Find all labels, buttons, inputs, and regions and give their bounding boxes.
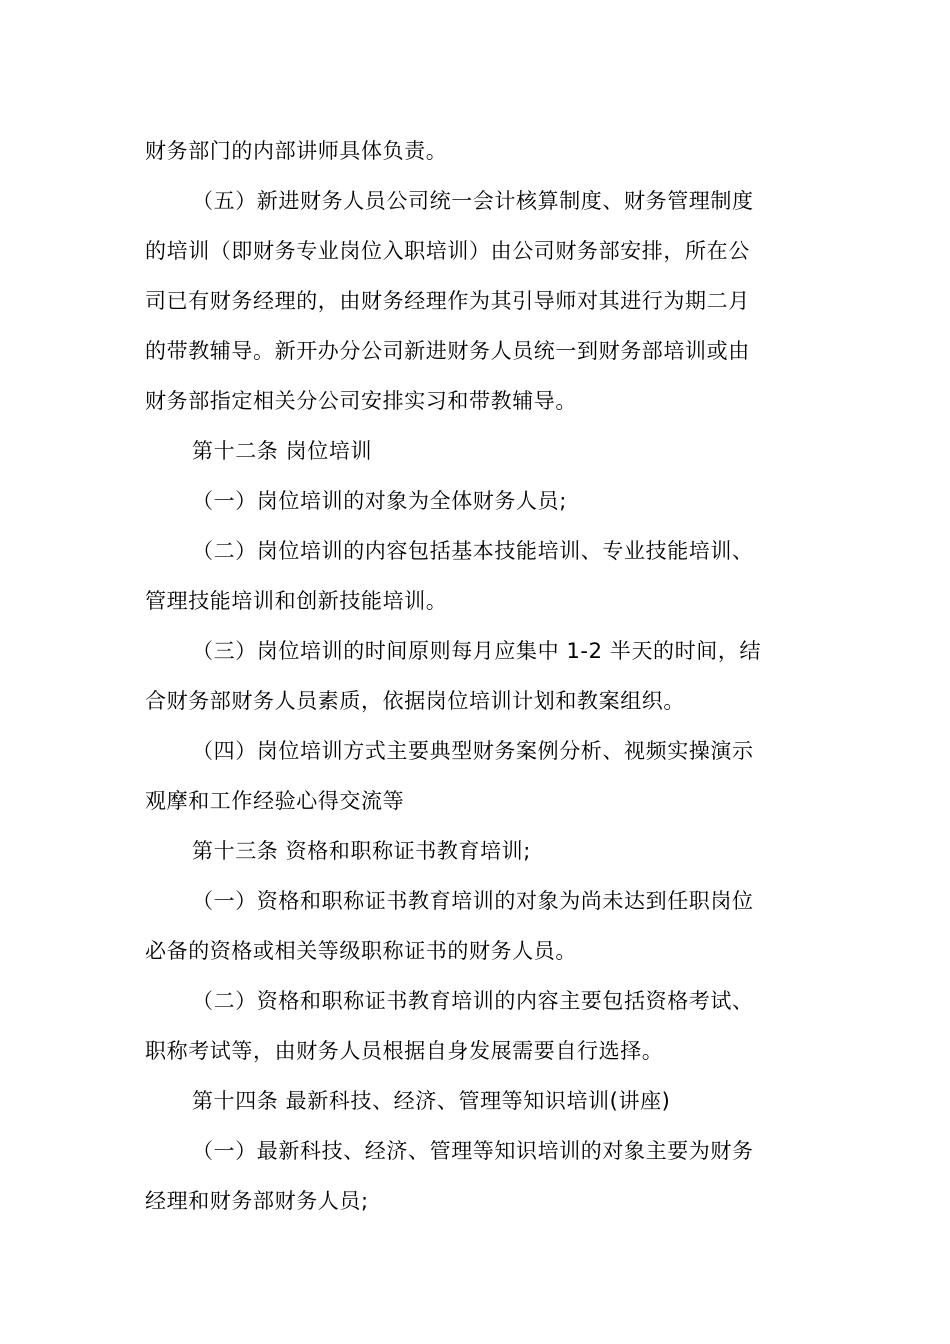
article-heading: 第十三条 资格和职称证书教育培训;	[192, 839, 531, 863]
paragraph-line: （一）最新科技、经济、管理等知识培训的对象主要为财务	[192, 1139, 754, 1163]
paragraph-line: （二）岗位培训的内容包括基本技能培训、专业技能培训、	[192, 539, 754, 563]
paragraph-line: （五）新进财务人员公司统一会计核算制度、财务管理制度	[192, 189, 754, 213]
paragraph-line: 司已有财务经理的，由财务经理作为其引导师对其进行为期二月	[145, 289, 750, 313]
paragraph-line: 的带教辅导。新开办分公司新进财务人员统一到财务部培训或由	[145, 339, 750, 363]
paragraph-line: （二）资格和职称证书教育培训的内容主要包括资格考试、	[192, 989, 754, 1013]
paragraph-line: 财务部门的内部讲师具体负责。	[145, 139, 448, 163]
article-heading: 第十二条 岗位培训	[192, 439, 373, 463]
paragraph-line: （一）岗位培训的对象为全体财务人员;	[192, 489, 567, 513]
paragraph-line: （四）岗位培训方式主要典型财务案例分析、视频实操演示	[192, 739, 754, 763]
paragraph-line: 管理技能培训和创新技能培训。	[145, 589, 448, 613]
paragraph-line: （一）资格和职称证书教育培训的对象为尚未达到任职岗位	[192, 889, 754, 913]
paragraph-line: 合财务部财务人员素质，依据岗位培训计划和教案组织。	[145, 689, 685, 713]
article-heading: 第十四条 最新科技、经济、管理等知识培训(讲座)	[192, 1089, 671, 1113]
paragraph-line: 职称考试等，由财务人员根据自身发展需要自行选择。	[145, 1039, 664, 1063]
paragraph-line: 的培训（即财务专业岗位入职培训）由公司财务部安排，所在公	[145, 239, 750, 263]
paragraph-line: 必备的资格或相关等级职称证书的财务人员。	[145, 939, 577, 963]
paragraph-line: （三）岗位培训的时间原则每月应集中 1-2 半天的时间，结	[192, 639, 762, 663]
paragraph-line: 财务部指定相关分公司安排实习和带教辅导。	[145, 389, 577, 413]
paragraph-line: 观摩和工作经验心得交流等	[145, 789, 405, 813]
paragraph-line: 经理和财务部财务人员;	[145, 1189, 369, 1213]
